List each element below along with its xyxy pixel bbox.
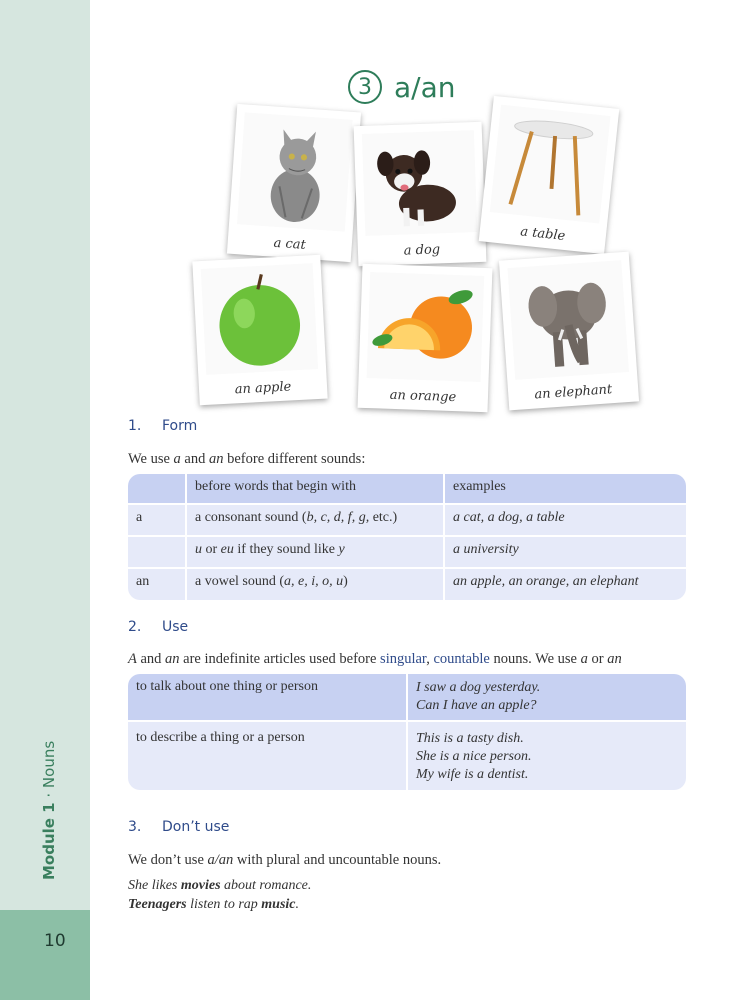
card-elephant xyxy=(499,252,639,411)
card-caption: a dog xyxy=(403,242,441,259)
table-row: u or eu if they sound like y a university xyxy=(128,535,686,567)
form-table xyxy=(128,474,686,600)
section-form-intro: We use a and an before different sounds: xyxy=(128,451,366,467)
card-caption: an apple xyxy=(234,379,292,398)
card-table xyxy=(479,96,620,254)
table-row: to talk about one thing or person I saw a dog yesterday. Can I have an apple? xyxy=(128,674,686,720)
section-dont-use-intro: We don’t use a/an with plural and uncountable nouns. xyxy=(128,852,442,868)
table-row: a a consonant sound (b, c, d, f, g, etc.) a cat, a dog, a table xyxy=(128,503,686,535)
section-dont-use-heading: 3. Don’t use xyxy=(128,819,230,835)
card-caption: an elephant xyxy=(533,382,613,403)
lesson-title: a/an xyxy=(394,70,456,104)
table-photo-icon xyxy=(490,105,611,224)
use-table xyxy=(128,674,686,790)
section-use-heading: 2. Use xyxy=(128,619,189,635)
table-row: to describe a thing or a person This is a tasty dish. She is a nice person. My wife is a dentist. xyxy=(128,720,686,790)
cat-photo-icon xyxy=(237,112,353,231)
card-orange xyxy=(358,264,493,412)
example-sentence: She likes movies about romance. xyxy=(128,878,312,893)
page-number-box xyxy=(0,910,90,1000)
page-number: 10 xyxy=(44,931,66,951)
page-title xyxy=(348,70,456,104)
card-caption: a table xyxy=(519,224,566,244)
lesson-number-badge: 3 xyxy=(348,70,382,104)
module-label: Module 1 · Nouns xyxy=(40,740,58,880)
card-apple xyxy=(192,255,327,406)
table-header-row: before words that begin with examples xyxy=(128,474,686,503)
dog-photo-icon xyxy=(362,130,477,236)
example-sentence: Teenagers listen to rap music. xyxy=(128,897,299,912)
orange-photo-icon xyxy=(367,272,485,382)
card-caption: a cat xyxy=(273,235,307,253)
card-dog xyxy=(354,122,487,266)
table-row: an a vowel sound (a, e, i, o, u) an apple, an orange, an elephant xyxy=(128,567,686,600)
section-form-heading: 1. Form xyxy=(128,418,198,434)
section-use-intro: A and an are indefinite articles used before singular, countable nouns. We use a or an xyxy=(128,651,622,667)
card-caption: an orange xyxy=(389,387,457,406)
card-cat xyxy=(227,104,361,262)
elephant-photo-icon xyxy=(507,260,629,380)
apple-photo-icon xyxy=(201,263,318,375)
